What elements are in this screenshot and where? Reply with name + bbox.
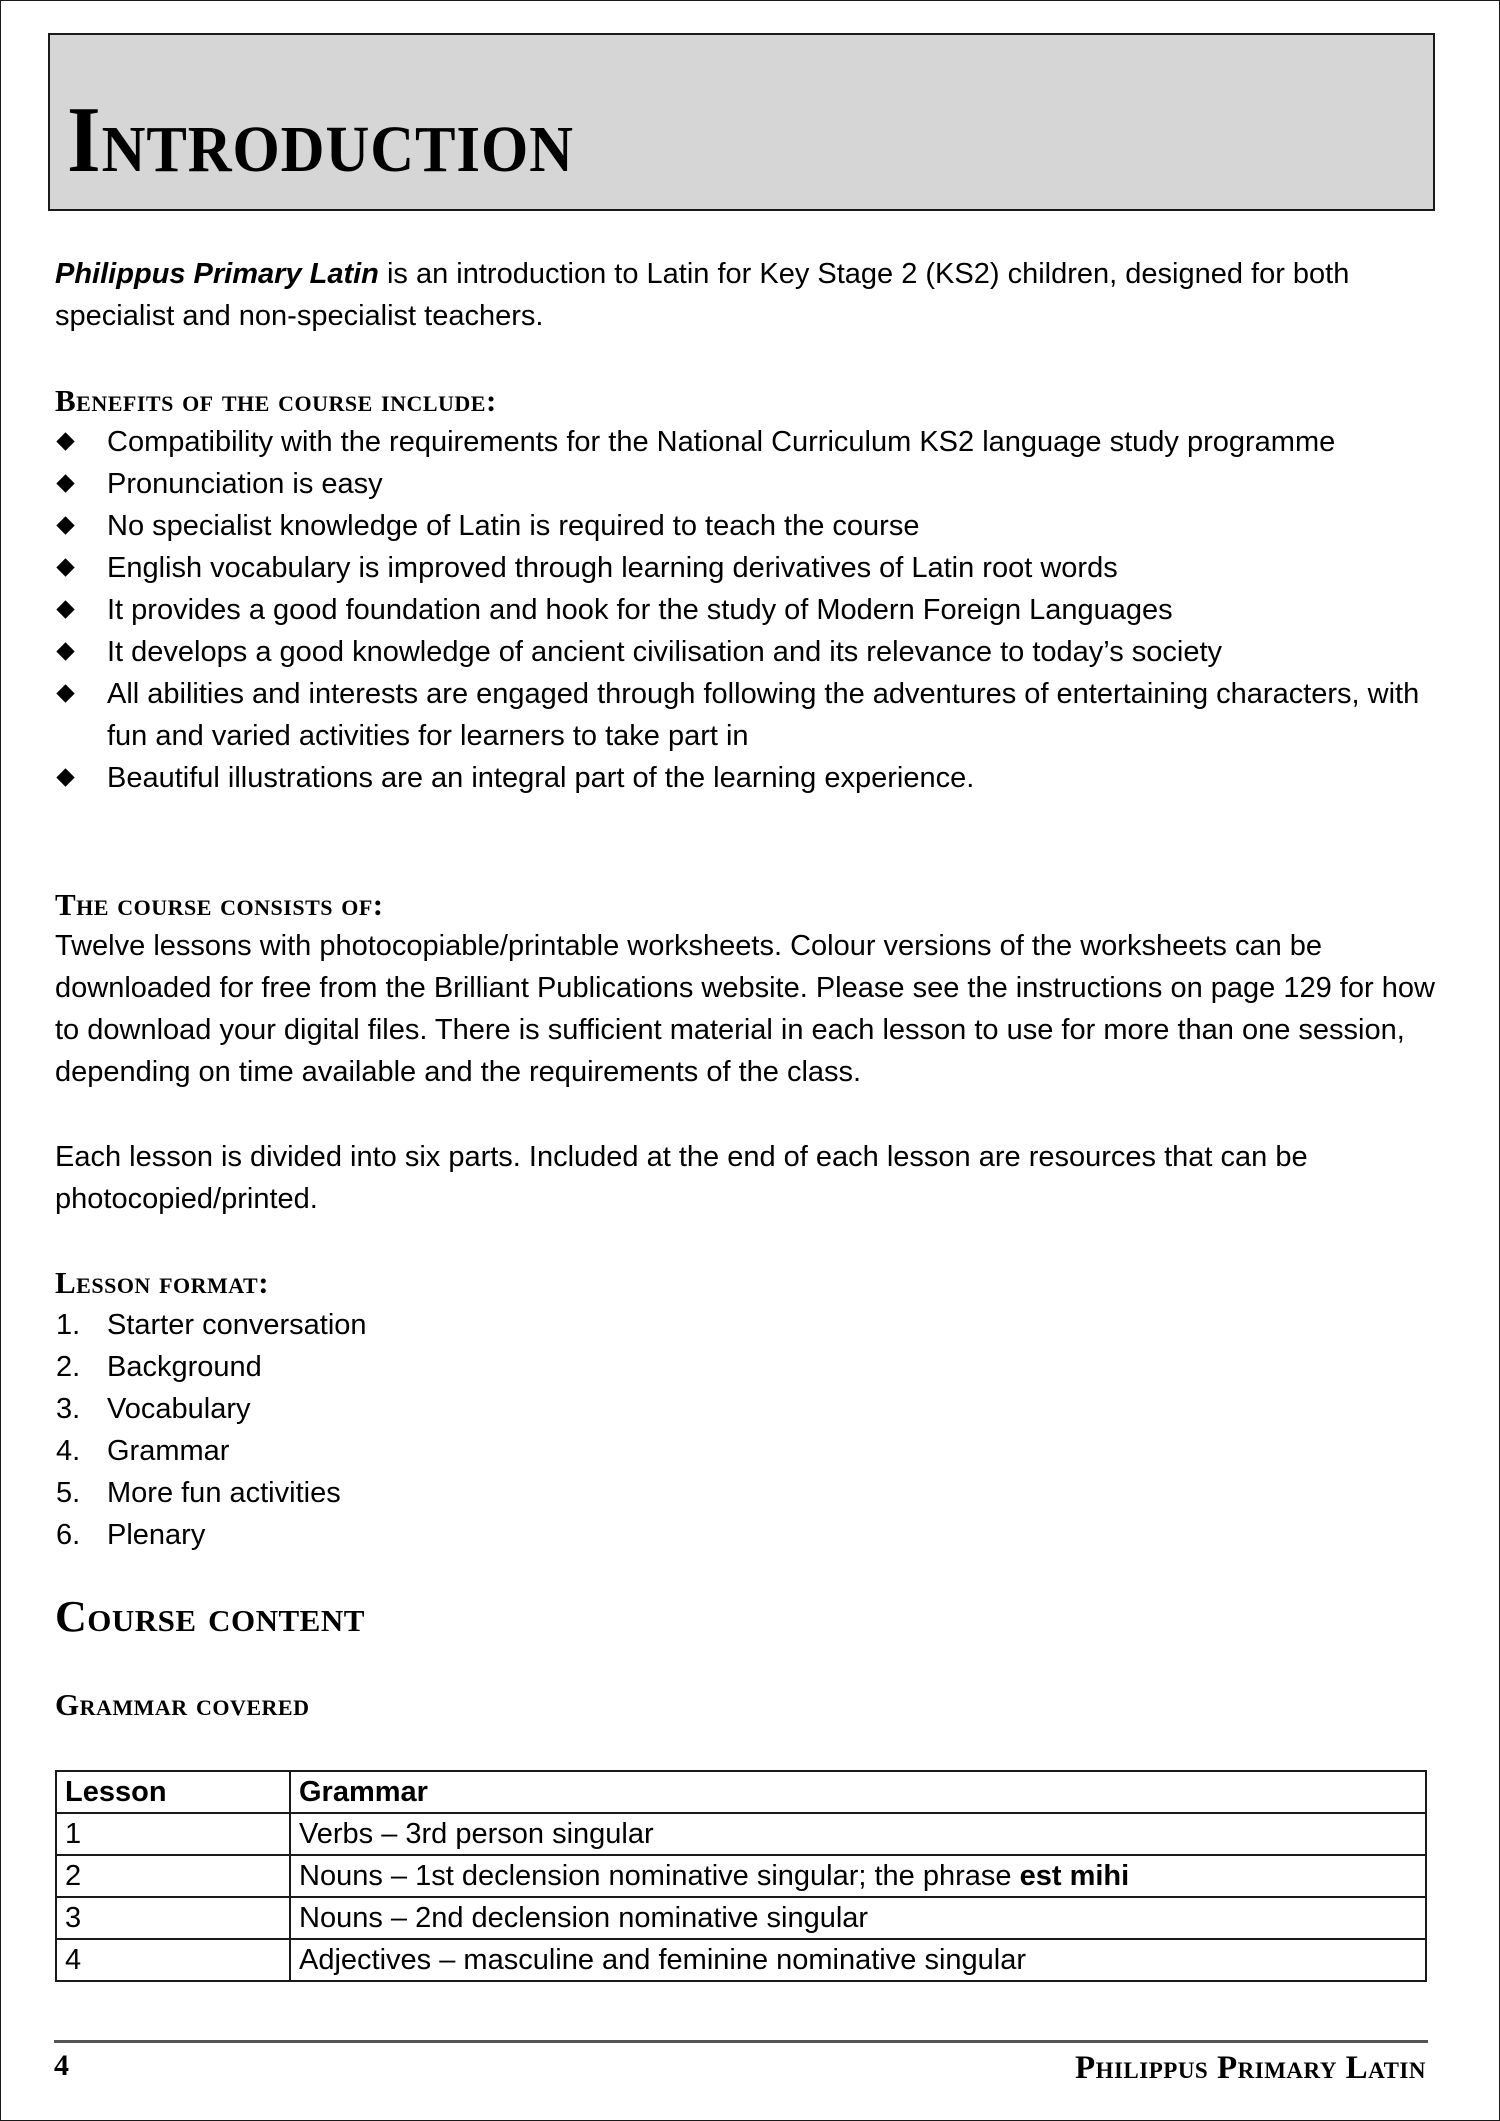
column-header-lesson: Lesson bbox=[56, 1771, 290, 1813]
page-title: Introduction bbox=[67, 88, 574, 192]
grammar-table bbox=[55, 1770, 1427, 1982]
diamond-bullet-icon bbox=[56, 516, 74, 534]
table-row bbox=[56, 1855, 1426, 1897]
intro-paragraph bbox=[55, 253, 1445, 337]
benefit-item: Beautiful illustrations are an integral part of the learning experience. bbox=[55, 757, 1447, 799]
lesson-format-item: 4. Grammar bbox=[56, 1435, 230, 1467]
lesson-format-item: 2. Background bbox=[56, 1351, 262, 1383]
benefit-item: English vocabulary is improved through learning derivatives of Latin root words bbox=[55, 547, 1447, 589]
benefit-item: All abilities and interests are engaged through following the adventures of entertaining characters, with fun and varied activities for learners to take part in bbox=[55, 673, 1447, 757]
page-number: 4 bbox=[54, 2049, 69, 2082]
latin-phrase: est mihi bbox=[1019, 1860, 1130, 1892]
diamond-bullet-icon bbox=[56, 600, 74, 618]
diamond-bullet-icon bbox=[56, 558, 74, 576]
lesson-format-item: 3. Vocabulary bbox=[56, 1393, 251, 1425]
diamond-bullet-icon bbox=[56, 768, 74, 786]
table-row bbox=[56, 1939, 1426, 1981]
grammar-cell: Adjectives – masculine and feminine nominative singular bbox=[290, 1939, 1426, 1981]
benefit-item: It provides a good foundation and hook for the study of Modern Foreign Languages bbox=[55, 589, 1447, 631]
consists-paragraph: Twelve lessons with photocopiable/printable worksheets. Colour versions of the worksheets can be downloaded for free from the Brilliant Publications website. Please see the instructions on page 129 for how to download your digital files. There is sufficient material in each lesson to use for more than one session, depending on time available and the requirements of the class. bbox=[55, 930, 1435, 1088]
benefits-heading: Benefits of the course include: bbox=[55, 383, 497, 418]
table-row bbox=[56, 1897, 1426, 1939]
column-header-grammar: Grammar bbox=[290, 1771, 1426, 1813]
benefit-item: Compatibility with the requirements for the National Curriculum KS2 language study programme bbox=[55, 421, 1447, 463]
lesson-format-list bbox=[55, 1304, 1447, 1556]
grammar-covered-heading: Grammar covered bbox=[55, 1687, 310, 1722]
lesson-parts-paragraph: Each lesson is divided into six parts. Included at the end of each lesson are resources that can be photocopied/printed. bbox=[55, 1141, 1308, 1215]
grammar-cell: Nouns – 1st declension nominative singular; the phrase est mihi bbox=[290, 1855, 1426, 1897]
footer-book-title: Philippus Primary Latin bbox=[1074, 2050, 1426, 2086]
benefit-item: Pronunciation is easy bbox=[55, 463, 1447, 505]
table-header-row bbox=[56, 1771, 1426, 1813]
grammar-cell: Verbs – 3rd person singular bbox=[290, 1813, 1426, 1855]
table-row bbox=[56, 1813, 1426, 1855]
consists-heading: The course consists of: bbox=[55, 887, 384, 922]
lesson-format-item: 5. More fun activities bbox=[56, 1477, 341, 1509]
diamond-bullet-icon bbox=[56, 642, 74, 660]
course-content-heading: Course content bbox=[55, 1592, 365, 1641]
diamond-bullet-icon bbox=[56, 684, 74, 702]
book-title-emphasis: Philippus Primary Latin bbox=[55, 258, 379, 290]
lesson-cell: 3 bbox=[56, 1897, 290, 1939]
diamond-bullet-icon bbox=[56, 432, 74, 450]
lesson-cell: 2 bbox=[56, 1855, 290, 1897]
benefit-item: No specialist knowledge of Latin is required to teach the course bbox=[55, 505, 1447, 547]
lesson-cell: 4 bbox=[56, 1939, 290, 1981]
grammar-cell: Nouns – 2nd declension nominative singular bbox=[290, 1897, 1426, 1939]
title-banner bbox=[48, 33, 1435, 211]
benefits-list bbox=[55, 421, 1447, 799]
footer-divider bbox=[54, 2040, 1428, 2043]
lesson-cell: 1 bbox=[56, 1813, 290, 1855]
benefit-item: It develops a good knowledge of ancient civilisation and its relevance to today’s society bbox=[55, 631, 1447, 673]
lesson-format-item: 1. Starter conversation bbox=[56, 1309, 367, 1341]
lesson-format-heading: Lesson format: bbox=[55, 1265, 270, 1300]
diamond-bullet-icon bbox=[56, 474, 74, 492]
lesson-format-item: 6. Plenary bbox=[56, 1519, 206, 1551]
intro-text: is an introduction to Latin for Key Stage 2 (KS2) children, designed for both specialist and non-specialist teachers. bbox=[55, 258, 1350, 332]
